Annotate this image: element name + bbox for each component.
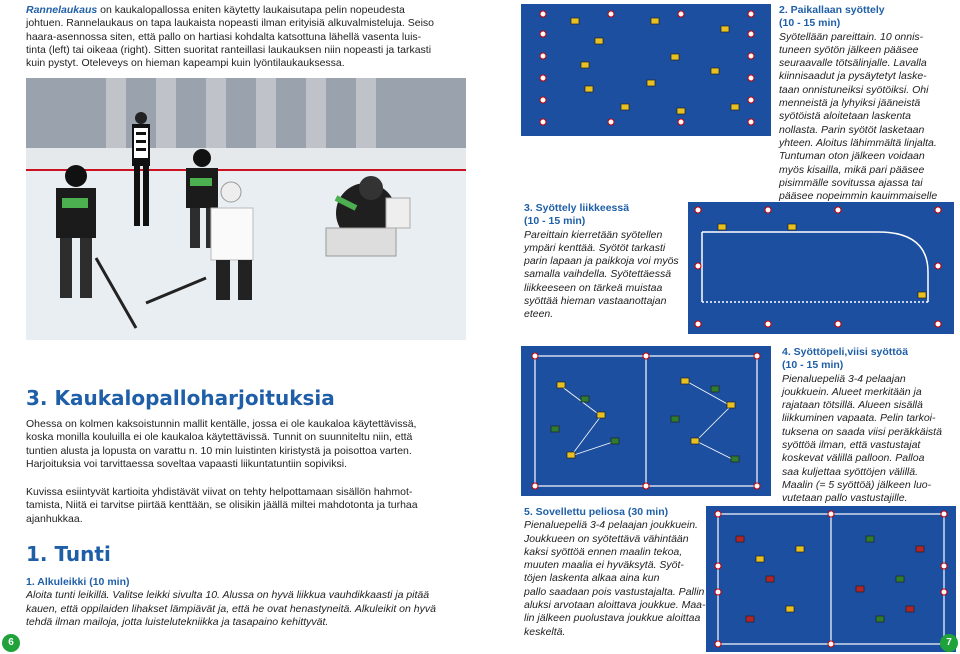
drill-line: parin lapaan ja paikkoja voi myös [524,255,679,268]
drill-line: nollasta. Parin syötöt lasketaan [779,123,925,136]
drill-line: taan onnistuneiksi syötöiksi. Ohi [779,83,929,96]
drill-line: pääsee nopeimmin kauimmaiselle [779,190,938,203]
paragraph-line: Ohessa on kolmen kaksoistunnin mallit kentälle, jossa ei ole kaukaloa käytettävissä, [26,418,417,430]
drill-heading: 1. Alkuleikki (10 min) [26,576,130,588]
drill-line: myös kisailla, mikä pari pääsee [779,163,925,176]
drill-line: tuksena on saada viisi peräkkäistä [782,425,942,438]
drill-line: Tuntuman oton jälkeen voidaan [779,150,925,163]
rink-diagram-smallgame [706,506,956,652]
intro-line: tinta (left) tai oikeaa (right). Sitten suoritat ranteillasi laukauksen niin nopeasti ja tarkasti [26,43,432,56]
drill-line: Pienaluepeliä 3-4 pelaajan [782,372,906,385]
drill-line: kiinnisaadut ja pysäytetyt laske- [779,70,927,83]
drill-line: lin jälkeen puolustava joukkue aloittaa [524,612,701,625]
drill-line: samalla vaihdella. Syötettäessä [524,268,672,281]
intro-line: haara-asennossa siten, että pallo on hartiasi kohdalta katsottuna lähellä vasenta luis- [26,30,422,43]
page-number-badge: 6 [2,634,20,652]
paragraph-line: koska monilla kouluilla ei ole kaukaloa käytettävissä. Tunnit on suunniteltu niin, että [26,431,413,444]
paragraph-line: ajanhukkaa. [26,512,83,525]
drill-line: Maalin (= 5 syöttöä) jälkeen luo- [782,478,932,491]
lesson-title: 1. Tunti [26,542,111,566]
note-paragraph [26,486,466,526]
drill-line: muuten maalia ei hyväksytä. Syöt- [524,559,684,572]
intro-line: kuin pystyt. Oteleveys on hieman kapeampi kuin lyöntilaukauksessa. [26,57,345,70]
paragraph-line: Kuvissa esiintyvät kartioita yhdistävät viivat on tehty helpottamaan sisällön hahmot- [26,486,413,498]
drill-3 [524,202,684,322]
drill-line: pallo saadaan pois vastustajalta. Pallin [524,585,705,598]
section-title: 3. Kaukalopalloharjoituksia [26,386,335,410]
drill-line: tuneen syötön jälkeen pääsee [779,43,919,56]
drill-line: Pareittain kierretään syötellen [524,228,663,241]
intro-paragraph [26,418,466,471]
lesson-header [26,542,111,566]
drill-line: liikkeeseen on tärkeä muistaa [524,281,663,294]
section-header [26,386,335,410]
drill-line: pisimmälle sovitussa ajassa tai [779,176,923,189]
intro-line: on kaukalopallossa eniten käytetty laukaisutapa pelin nopeudesta [97,4,405,16]
drill-line: liikkuminen vapaata. Pelin tarkoi- [782,412,936,425]
drill-line: koskevat välillä palloon. Palloa [782,452,925,465]
rink-diagram-fivepass [521,346,771,496]
drill-line: syöttöä ilman, että vastustajat [782,439,921,452]
drill-line: vutetaan pallo vastustajille. [782,492,908,505]
paragraph-line: tamista, Niitä ei tarvitse piirtää kenttään, se olisikin jäällä miltei mahdotonta ja turhaa [26,499,418,512]
rink-diagram-passing [521,4,771,136]
drill-line: keskeltä. [524,625,566,638]
drill-line: kauen, että oppilaiden lihakset lämpiävät ja, että he ovat henastyneitä. Alkuleikit on hyvä [26,602,436,615]
drill-line: tehdä ilman mailoja, jotta luistelutekniikka ja tasapaino kehittyvät. [26,615,329,628]
drill-line: eteen. [524,308,554,321]
drill-line: Joukkueen on syötettävä vähintään [524,532,689,545]
drill-line: Syötellään pareittain. 10 onnis- [779,30,924,43]
drill-5 [524,506,714,639]
rink-diagram-motion [688,202,954,334]
drill-line: yhteen. Aloitus lähimmältä linjalta. [779,136,937,149]
drill-heading: 4. Syöttöpeli,viisi syöttöä [782,346,909,358]
intro-text [26,4,466,70]
drill-line: saa kuljettaa syöttöjen välillä. [782,465,918,478]
hockey-photo [26,78,466,340]
drill-line: seuraavalle tötsälinjalle. Lavalla [779,57,927,70]
intro-title: Rannelaukaus [26,4,98,16]
page-number-badge: 7 [940,634,958,652]
drill-line: Pienaluepeliä 3-4 pelaajan joukkuein. [524,519,698,532]
drill-1 [26,576,466,629]
drill-line: töjen laskenta alkaa aina kun [524,572,660,585]
drill-line: joukkuein. Alueet merkitään ja [782,385,922,398]
drill-duration: (10 - 15 min) [782,359,844,372]
intro-line: johtuen. Rannelaukaus on tapa laukaista nopeasti ilman erityisiä alkuvalmisteluja. Seiso [26,17,434,30]
drill-heading: 3. Syöttely liikkeessä [524,202,630,214]
drill-line: rajataan tötsillä. Alueen sisällä [782,399,923,412]
drill-line: Aloita tunti leikillä. Valitse leikki sivulta 10. Alussa on hyvä liikkua vauhdikkaasti ja pitää [26,589,430,602]
drill-line: aluksi arvotaan aloittava joukkue. Maa- [524,599,706,612]
paragraph-line: tuntien alusta ja lopusta on varattu n. 10 min luistinten kiristystä ja poisottoa varten. [26,444,412,457]
drill-line: ympäri kenttää. Syötöt tarkasti [524,241,666,254]
drill-line: syötöistä aloitetaan laskenta [779,110,911,123]
drill-line: kaksi syöttöä ennen maalin tekoa, [524,545,683,558]
paragraph-line: Harjoituksia voi tarvittaessa soveltaa vapaasti liikuntatuntiin sopiviksi. [26,457,347,470]
drill-duration: (10 - 15 min) [779,17,841,30]
drill-line: menneistä ja lyhyiksi jääneistä [779,97,921,110]
drill-duration: (10 - 15 min) [524,215,586,228]
drill-line: syöttää hieman vastaanottajan [524,295,667,308]
drill-heading: 5. Sovellettu peliosa (30 min) [524,506,669,518]
drill-4 [782,346,957,506]
drill-heading: 2. Paikallaan syöttely [779,4,885,16]
drill-2 [779,4,957,217]
